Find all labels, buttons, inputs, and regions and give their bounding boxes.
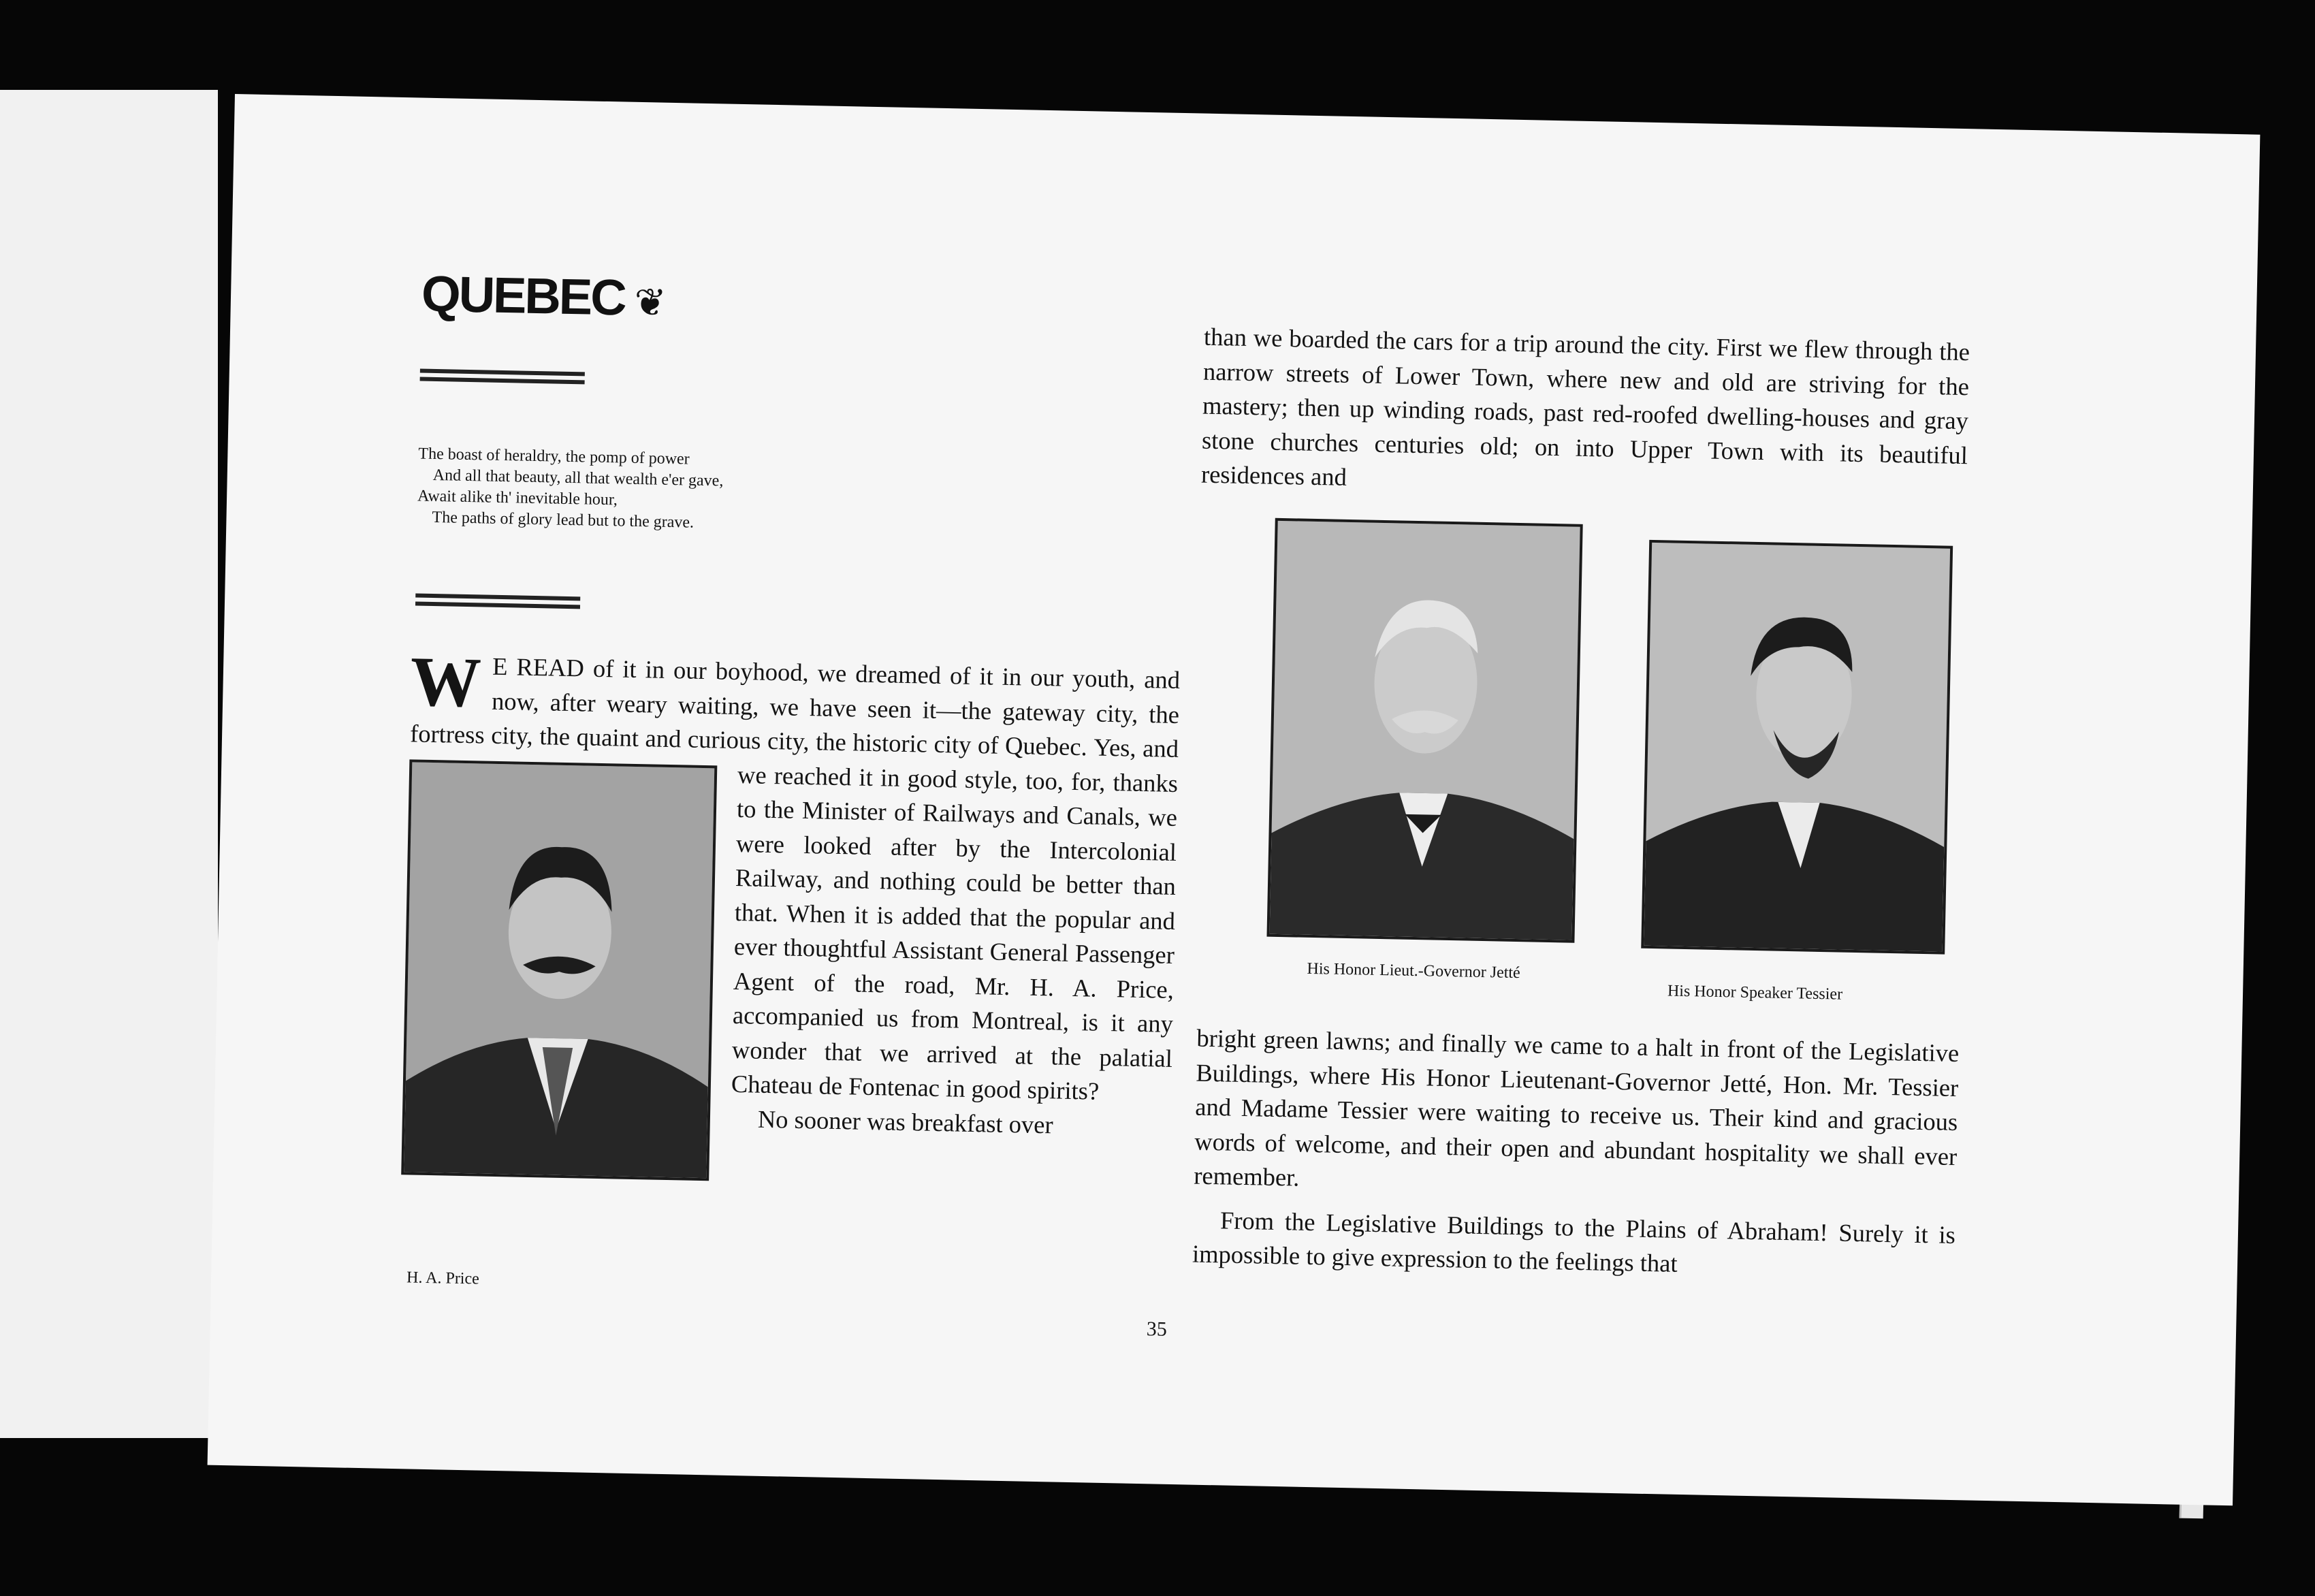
article-column-left xyxy=(400,642,1181,1198)
article-column-right-bottom xyxy=(1192,1021,1960,1287)
double-rule-top xyxy=(420,369,585,385)
portrait-tessier xyxy=(1641,540,1953,955)
caption-price: H. A. Price xyxy=(406,1268,480,1288)
breakfast-line: No sooner was breakfast over xyxy=(757,1104,1054,1138)
caption-tessier: His Honor Speaker Tessier xyxy=(1667,982,1843,1004)
poem-line: The paths of glory lead but to the grave. xyxy=(432,508,694,532)
page-title xyxy=(421,265,665,328)
portrait-jette-image xyxy=(1270,521,1580,940)
page-number: 35 xyxy=(1146,1318,1168,1341)
portrait-jette xyxy=(1266,518,1582,943)
intro-text xyxy=(402,642,1181,1110)
title-text: QUEBEC xyxy=(421,265,626,326)
epigraph-poem xyxy=(417,444,724,534)
drop-cap: W xyxy=(409,642,482,722)
plains-paragraph: From the Legislative Buildings to the Plains of Abraham! Surely it is impossible to give expression to the feelings that xyxy=(1192,1205,1956,1277)
price-paragraph: Yes, and we reached it in good style, too, for, thanks to the Minister of Railways and Canals, we were looked after by the Intercolonial Railway, and nothing could be better than that. When it is added that the popular and ever thoughtful Assistant General Passenger Agent of the road, Mr. H. A. Price, accompanied us from Montreal, is it any wonder that we arrived at the palatial Chateau de Fontenac in good spirits? xyxy=(731,733,1179,1105)
portrait-tessier-image xyxy=(1644,543,1950,952)
portrait-price-image xyxy=(404,762,714,1178)
poem-line: And all that beauty, all that wealth e'er gave, xyxy=(432,466,724,490)
previous-page xyxy=(0,90,218,1438)
article-column-right-top: than we boarded the cars for a trip around the city. First we flew through the narrow streets of Lower Town, where new and old are striving for the mastery; then up winding roads, past red-roofed dwelling-houses and gray stone churches centuries old; on into Upper Town with its beautiful residences and xyxy=(1200,322,1970,491)
intro-sentence: E READ of it in our boyhood, we dreamed of it in our youth, and now, after weary waiting, we have seen it—the gateway city, the fortress city, the quaint and curious city, the historic city of Quebec. xyxy=(409,652,1181,761)
fleuron-icon: ❦ xyxy=(633,280,665,324)
legislative-paragraph: bright green lawns; and finally we came to a halt in front of the Legislative Buildings, where His Honor Lieutenant-Governor Jetté, Hon. Mr. Tessier and Madame Tessier were waiting to receive us. Their kind and gracious words of welcome, and their open and abundant hospitality we shall ever remember. xyxy=(1193,1023,1960,1192)
double-rule-bottom xyxy=(415,593,580,609)
poem-line: Await alike th' inevitable hour, xyxy=(417,487,618,509)
caption-jette: His Honor Lieut.-Governor Jetté xyxy=(1307,959,1520,983)
book-page xyxy=(208,94,2261,1505)
portrait-price xyxy=(401,759,717,1181)
poem-line: The boast of heraldry, the pomp of power xyxy=(418,445,690,468)
